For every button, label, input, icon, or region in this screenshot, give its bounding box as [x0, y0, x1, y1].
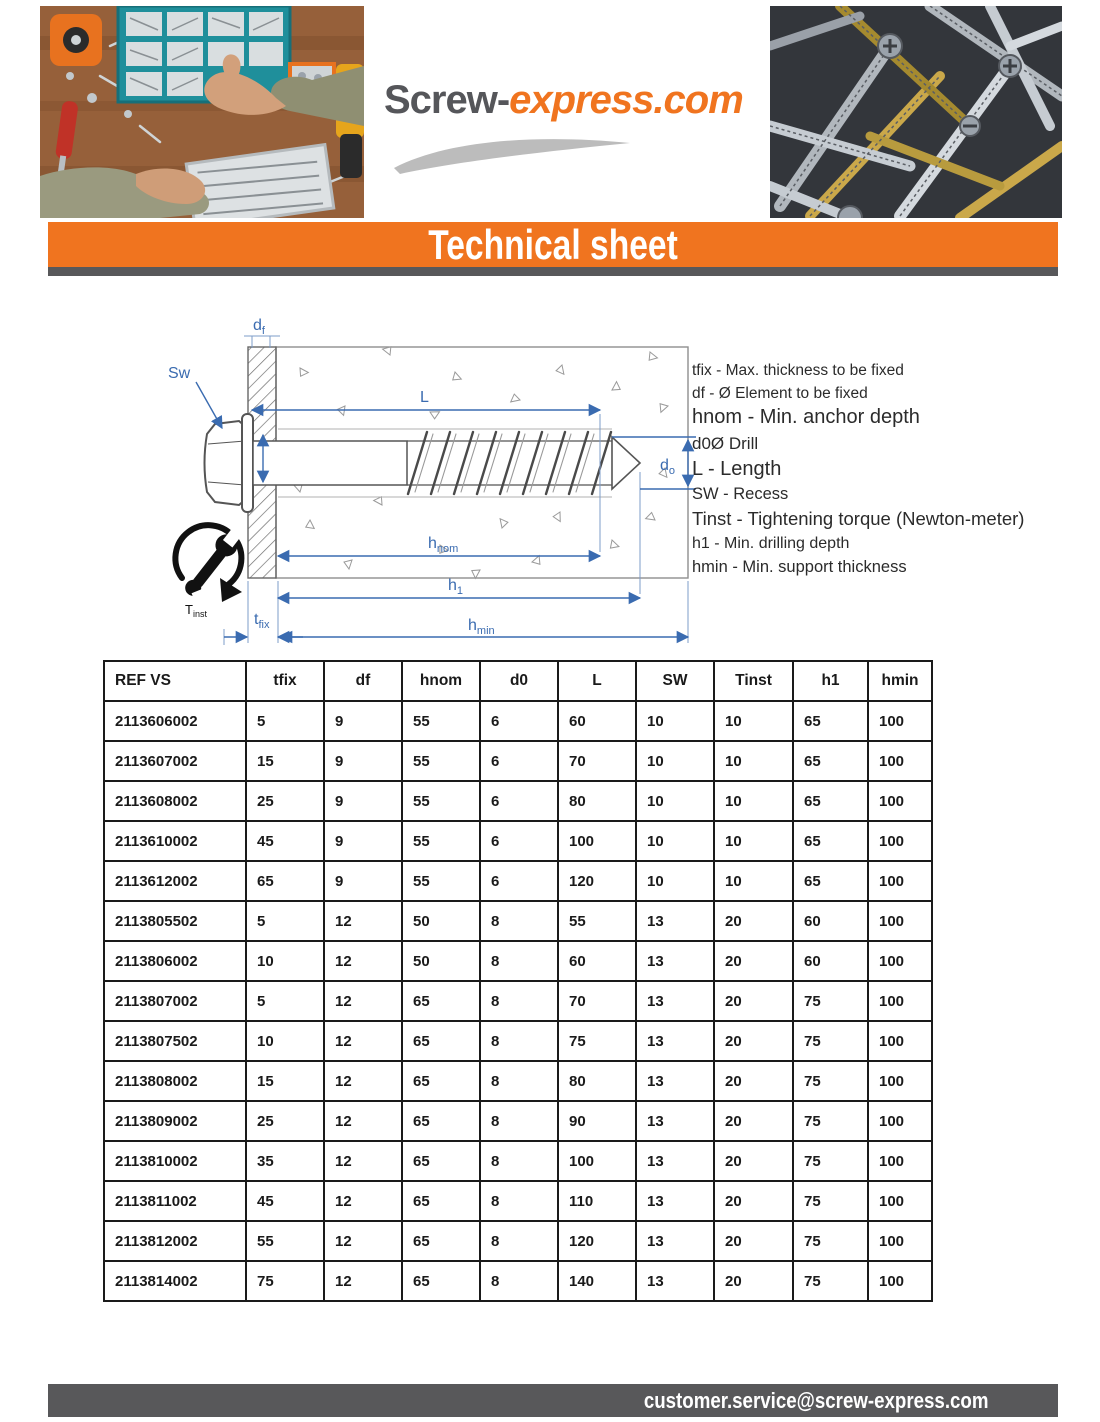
table-cell: 100 — [868, 901, 932, 941]
table-cell: 6 — [480, 821, 558, 861]
table-cell: 8 — [480, 981, 558, 1021]
table-cell: 10 — [636, 741, 714, 781]
legend-tinst: Tinst - Tightening torque (Newton-meter) — [692, 508, 1025, 529]
table-row — [104, 781, 932, 821]
table-cell: 45 — [246, 1181, 324, 1221]
table-cell: 2113807002 — [104, 981, 246, 1021]
table-cell: 2113809002 — [104, 1101, 246, 1141]
table-cell: 13 — [636, 1261, 714, 1301]
table-cell: 2113610002 — [104, 821, 246, 861]
table-row — [104, 741, 932, 781]
legend-df: df - Ø Element to be fixed — [692, 385, 868, 402]
table-cell: 55 — [558, 901, 636, 941]
table-row — [104, 941, 932, 981]
table-cell: 100 — [868, 981, 932, 1021]
table-cell: 65 — [246, 861, 324, 901]
table-cell: 15 — [246, 741, 324, 781]
legend-h1: h1 - Min. drilling depth — [692, 535, 850, 552]
table-cell: 2113814002 — [104, 1261, 246, 1301]
table-cell: 100 — [868, 701, 932, 741]
table-cell: 75 — [793, 981, 868, 1021]
table-cell: 65 — [402, 1101, 480, 1141]
table-cell: 5 — [246, 901, 324, 941]
logo-swoosh — [388, 132, 638, 177]
table-cell: 75 — [246, 1261, 324, 1301]
table-cell: 2113808002 — [104, 1061, 246, 1101]
screws-photo-art — [770, 6, 1062, 218]
label-l: L — [420, 389, 429, 406]
table-cell: 5 — [246, 981, 324, 1021]
table-cell: 12 — [324, 901, 402, 941]
table-cell: 13 — [636, 901, 714, 941]
table-cell: 20 — [714, 1221, 793, 1261]
table-cell: 60 — [793, 941, 868, 981]
table-cell: 20 — [714, 1061, 793, 1101]
tape-measure-icon — [50, 14, 102, 66]
table-row — [104, 981, 932, 1021]
table-cell: 75 — [793, 1021, 868, 1061]
table-cell: 2113812002 — [104, 1221, 246, 1261]
table-cell: 75 — [793, 1101, 868, 1141]
table-cell: 8 — [480, 901, 558, 941]
table-cell: 12 — [324, 1101, 402, 1141]
table-cell: 2113606002 — [104, 701, 246, 741]
table-cell: 110 — [558, 1181, 636, 1221]
table-cell: 45 — [246, 821, 324, 861]
table-cell: 5 — [246, 701, 324, 741]
table-cell: 10 — [714, 701, 793, 741]
table-cell: 100 — [868, 821, 932, 861]
label-sw: Sw — [168, 365, 191, 382]
col-d0: d0 — [480, 661, 558, 701]
col-hmin: hmin — [868, 661, 932, 701]
table-row — [104, 1101, 932, 1141]
table-cell: 80 — [558, 1061, 636, 1101]
table-cell: 13 — [636, 1221, 714, 1261]
table-cell: 35 — [246, 1141, 324, 1181]
table-cell: 100 — [868, 1141, 932, 1181]
table-cell: 10 — [714, 821, 793, 861]
table-cell: 65 — [793, 741, 868, 781]
hand-left — [40, 167, 209, 218]
table-cell: 65 — [402, 1021, 480, 1061]
logo-text-gray: Screw- — [384, 78, 510, 122]
table-cell: 10 — [636, 861, 714, 901]
table-cell: 100 — [868, 1061, 932, 1101]
table-cell: 8 — [480, 1261, 558, 1301]
table-cell: 100 — [868, 741, 932, 781]
table-header-row — [104, 661, 932, 701]
table-cell: 65 — [402, 981, 480, 1021]
legend-d0: d0Ø Drill — [692, 434, 759, 453]
table-cell: 9 — [324, 821, 402, 861]
table-cell: 8 — [480, 1061, 558, 1101]
table-cell: 75 — [558, 1021, 636, 1061]
table-cell: 60 — [558, 701, 636, 741]
table-cell: 2113807502 — [104, 1021, 246, 1061]
table-cell: 10 — [714, 861, 793, 901]
col-h1: h1 — [793, 661, 868, 701]
table-cell: 25 — [246, 1101, 324, 1141]
table-cell: 100 — [868, 1021, 932, 1061]
table-cell: 120 — [558, 861, 636, 901]
table-cell: 12 — [324, 1221, 402, 1261]
table-cell: 8 — [480, 1141, 558, 1181]
col-ref: REF VS — [104, 661, 246, 701]
table-cell: 65 — [793, 781, 868, 821]
table-cell: 6 — [480, 781, 558, 821]
table-cell: 12 — [324, 1141, 402, 1181]
banner — [48, 222, 1058, 267]
table-cell: 2113805502 — [104, 901, 246, 941]
spec-table — [103, 660, 933, 1302]
table-cell: 10 — [246, 1021, 324, 1061]
table-cell: 65 — [793, 701, 868, 741]
table-cell: 75 — [793, 1221, 868, 1261]
table-cell: 100 — [558, 1141, 636, 1181]
table-row — [104, 1181, 932, 1221]
table-cell: 12 — [324, 1181, 402, 1221]
table-cell: 6 — [480, 861, 558, 901]
label-do: $d_o$ — [660, 457, 676, 477]
legend-tfix: tfix - Max. thickness to be fixed — [692, 362, 904, 379]
table-row — [104, 821, 932, 861]
footer-email-link[interactable]: customer.service@screw-express.com — [643, 1387, 988, 1413]
legend-hnom: hnom - Min. anchor depth — [692, 406, 920, 428]
table-row — [104, 1021, 932, 1061]
table-cell: 55 — [402, 861, 480, 901]
table-cell: 8 — [480, 1021, 558, 1061]
label-df: $d_f$ — [253, 317, 265, 337]
table-cell: 6 — [480, 701, 558, 741]
table-cell: 80 — [558, 781, 636, 821]
table-cell: 65 — [402, 1261, 480, 1301]
table-cell: 25 — [246, 781, 324, 821]
table-cell: 140 — [558, 1261, 636, 1301]
workbench-photo-art — [40, 6, 364, 218]
table-cell: 8 — [480, 941, 558, 981]
table-cell: 20 — [714, 1021, 793, 1061]
table-cell: 13 — [636, 1181, 714, 1221]
table-cell: 8 — [480, 1181, 558, 1221]
col-tfix: tfix — [246, 661, 324, 701]
banner-underline — [48, 267, 1058, 276]
table-cell: 20 — [714, 1181, 793, 1221]
label-h1: $h_1$ — [448, 577, 464, 597]
legend-sw: SW - Recess — [692, 485, 789, 503]
table-cell: 20 — [714, 941, 793, 981]
table-cell: 90 — [558, 1101, 636, 1141]
table-cell: 2113811002 — [104, 1181, 246, 1221]
col-hnom: hnom — [402, 661, 480, 701]
table-cell: 12 — [324, 1021, 402, 1061]
table-cell: 70 — [558, 981, 636, 1021]
table-cell: 6 — [480, 741, 558, 781]
table-cell: 100 — [868, 1221, 932, 1261]
table-cell: 15 — [246, 1061, 324, 1101]
table-row — [104, 861, 932, 901]
table-row — [104, 1261, 932, 1301]
table-cell: 20 — [714, 901, 793, 941]
table-cell: 8 — [480, 1101, 558, 1141]
table-cell: 13 — [636, 941, 714, 981]
table-cell: 2113608002 — [104, 781, 246, 821]
label-tfix: $t_{fix}$ — [254, 611, 270, 631]
table-cell: 8 — [480, 1221, 558, 1261]
table-cell: 60 — [793, 901, 868, 941]
col-tinst: Tinst — [714, 661, 793, 701]
table-cell: 9 — [324, 781, 402, 821]
table-cell: 50 — [402, 941, 480, 981]
table-cell: 9 — [324, 741, 402, 781]
table-cell: 55 — [402, 781, 480, 821]
table-cell: 9 — [324, 701, 402, 741]
table-cell: 10 — [636, 821, 714, 861]
table-cell: 55 — [402, 701, 480, 741]
logo-text-orange: express.com — [509, 78, 743, 122]
table-cell: 65 — [793, 861, 868, 901]
col-l: L — [558, 661, 636, 701]
table-cell: 13 — [636, 981, 714, 1021]
table-cell: 60 — [558, 941, 636, 981]
table-cell: 2113810002 — [104, 1141, 246, 1181]
table-cell: 13 — [636, 1101, 714, 1141]
table-cell: 75 — [793, 1061, 868, 1101]
footer-bar — [48, 1384, 1058, 1417]
table-cell: 13 — [636, 1061, 714, 1101]
table-cell: 55 — [402, 741, 480, 781]
table-row — [104, 1061, 932, 1101]
table-cell: 120 — [558, 1221, 636, 1261]
col-df: df — [324, 661, 402, 701]
table-cell: 2113607002 — [104, 741, 246, 781]
workbench-photo — [40, 6, 364, 218]
table-cell: 75 — [793, 1261, 868, 1301]
table-cell: 10 — [714, 741, 793, 781]
table-row — [104, 901, 932, 941]
table-cell: 100 — [868, 781, 932, 821]
logo — [384, 78, 743, 122]
spec-table-body — [104, 701, 932, 1301]
label-hmin: $h_{min}$ — [468, 617, 495, 637]
table-cell: 65 — [793, 821, 868, 861]
table-cell: 20 — [714, 1101, 793, 1141]
table-cell: 65 — [402, 1181, 480, 1221]
table-cell: 12 — [324, 941, 402, 981]
col-sw: SW — [636, 661, 714, 701]
table-cell: 2113806002 — [104, 941, 246, 981]
table-cell: 70 — [558, 741, 636, 781]
table-cell: 12 — [324, 1261, 402, 1301]
table-cell: 100 — [868, 1261, 932, 1301]
table-cell: 100 — [558, 821, 636, 861]
screws-photo — [770, 6, 1062, 218]
table-cell: 10 — [636, 781, 714, 821]
table-cell: 10 — [246, 941, 324, 981]
table-cell: 100 — [868, 941, 932, 981]
table-cell: 65 — [402, 1141, 480, 1181]
table-cell: 12 — [324, 1061, 402, 1101]
table-cell: 75 — [793, 1141, 868, 1181]
table-cell: 9 — [324, 861, 402, 901]
table-cell: 10 — [714, 781, 793, 821]
table-cell: 65 — [402, 1221, 480, 1261]
table-cell: 55 — [246, 1221, 324, 1261]
table-cell: 13 — [636, 1141, 714, 1181]
table-cell: 75 — [793, 1181, 868, 1221]
table-cell: 20 — [714, 981, 793, 1021]
table-cell: 12 — [324, 981, 402, 1021]
table-cell: 100 — [868, 861, 932, 901]
legend-hmin: hmin - Min. support thickness — [692, 558, 907, 576]
table-cell: 100 — [868, 1181, 932, 1221]
table-cell: 65 — [402, 1061, 480, 1101]
legend — [692, 362, 1024, 577]
page-title: Technical sheet — [428, 220, 678, 268]
table-cell: 13 — [636, 1021, 714, 1061]
table-cell: 100 — [868, 1101, 932, 1141]
table-cell: 50 — [402, 901, 480, 941]
label-tinst: $T_{inst}$ — [185, 602, 207, 619]
label-hnom: $h_{nom}$ — [428, 535, 459, 555]
table-cell: 55 — [402, 821, 480, 861]
torque-icon — [175, 525, 249, 619]
table-row — [104, 1221, 932, 1261]
table-cell: 10 — [636, 701, 714, 741]
table-row — [104, 1141, 932, 1181]
table-cell: 2113612002 — [104, 861, 246, 901]
table-cell: 20 — [714, 1261, 793, 1301]
table-cell: 20 — [714, 1141, 793, 1181]
legend-l: L - Length — [692, 458, 782, 480]
table-row — [104, 701, 932, 741]
